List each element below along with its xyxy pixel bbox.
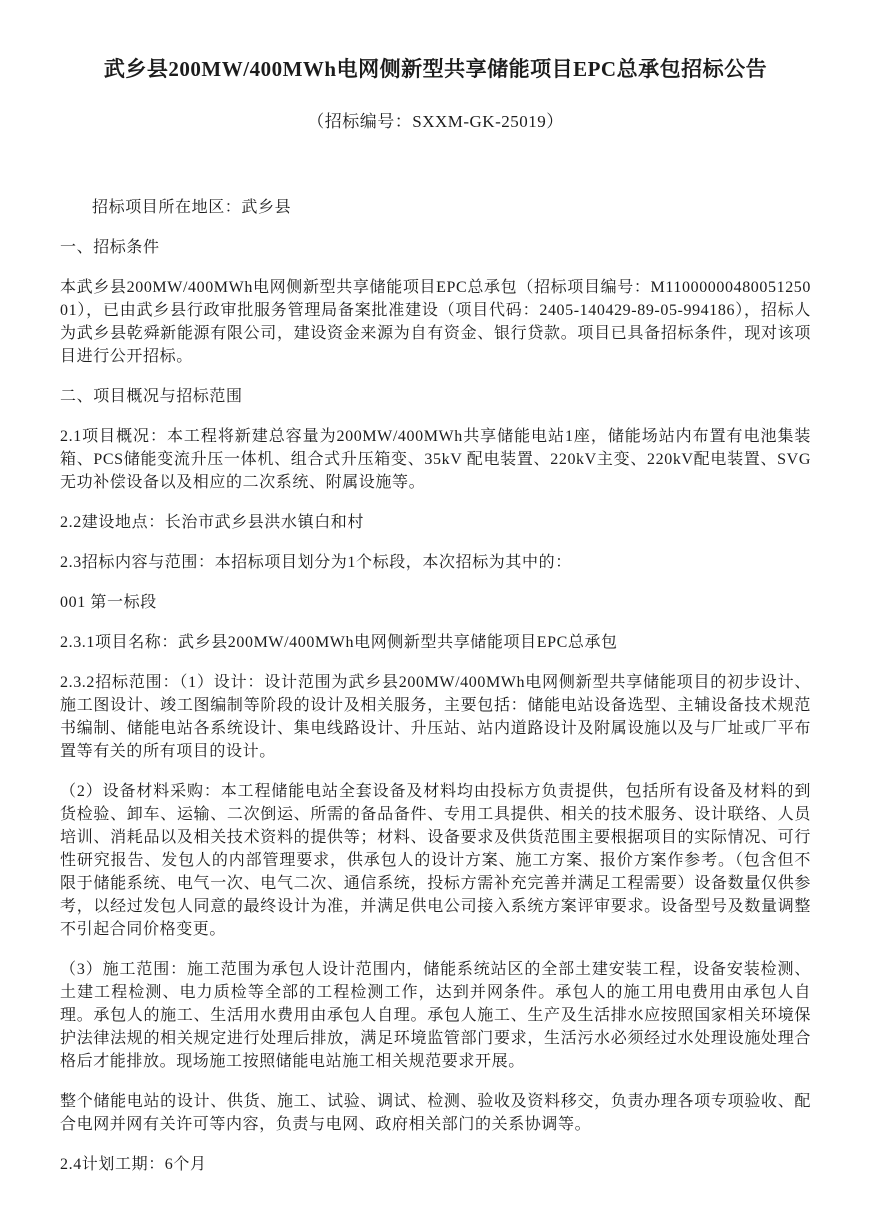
para-project-overview-2-1: 2.1项目概况：本工程将新建总容量为200MW/400MWh共享储能电站1座，储能场站内布置有电池集装箱、PCS储能变流升压一体机、组合式升压箱变、35kV 配电装置、220kV主变、220kV配电装置、SVG无功补偿设备以及相应的二次系统、附属设施等。 (60, 428, 811, 491)
document-body (60, 196, 811, 1176)
para-project-name-2-3-1: 2.3.1项目名称：武乡县200MW/400MWh电网侧新型共享储能项目EPC总承包 (60, 634, 618, 651)
para-planned-duration-2-4: 2.4计划工期：6个月 (60, 1156, 207, 1173)
para-overall-responsibilities: 整个储能电站的设计、供货、施工、试验、调试、检测、验收及资料移交，负责办理各项专项验收、配合电网并网有关许可等内容，负责与电网、政府相关部门的关系协调等。 (60, 1093, 811, 1133)
para-scope-intro-2-3: 2.3招标内容与范围：本招标项目划分为1个标段，本次招标为其中的： (60, 554, 572, 571)
section-1-heading: 一、招标条件 (60, 239, 160, 256)
para-location-2-2: 2.2建设地点：长治市武乡县洪水镇白和村 (60, 514, 365, 531)
section-2-heading: 二、项目概况与招标范围 (60, 388, 243, 405)
para-design-scope-2-3-2: 2.3.2招标范围：（1）设计：设计范围为武乡县200MW/400MWh电网侧新型共享储能项目的初步设计、施工图设计、竣工图编制等阶段的设计及相关服务，主要包括：储能电站设备选型、主辅设备技术规范书编制、储能电站各系统设计、集电线路设计、升压站、站内道路设计及附属设施以及与厂址或厂平布置等有关的所有项目的设计。 (60, 674, 811, 760)
tender-number-subtitle: （招标编号：SXXM-GK-25019） (307, 112, 564, 131)
para-construction-scope: （3）施工范围：施工范围为承包人设计范围内，储能系统站区的全部土建安装工程，设备安装检测、土建工程检测、电力质检等全部的工程检测工作，达到并网条件。承包人的施工用电费用由承包人自理。承包人的施工、生活用水费用由承包人自理。承包人施工、生产及生活排水应按照国家相关环境保护法律法规的相关规定进行处理后排放，满足环境监管部门要求，生活污水必须经过水处理设施处理合格后才能排放。现场施工按照储能电站施工相关规范要求开展。 (60, 961, 811, 1070)
para-equipment-procurement: （2）设备材料采购：本工程储能电站全套设备及材料均由投标方负责提供，包括所有设备及材料的到货检验、卸车、运输、二次倒运、所需的备品备件、专用工具提供、相关的技术服务、设计联络、人员培训、消耗品以及相关技术资料的提供等；材料、设备要求及供货范围主要根据项目的实际情况、可行性研究报告、发包人的内部管理要求，供承包人的设计方案、施工方案、报价方案作参考。（包含但不限于储能系统、电气一次、电气二次、通信系统，投标方需补充完善并满足工程需要）设备数量仅供参考，以经过发包人同意的最终设计为准，并满足供电公司接入系统方案评审要求。设备型号及数量调整不引起合同价格变更。 (60, 783, 811, 938)
para-lot-001: 001 第一标段 (60, 594, 157, 611)
document-title: 武乡县200MW/400MWh电网侧新型共享储能项目EPC总承包招标公告 (103, 57, 768, 81)
section-1-body: 本武乡县200MW/400MWh电网侧新型共享储能项目EPC总承包（招标项目编号：M1100000048005125001），已由武乡县行政审批服务管理局备案批准建设（项目代码：2405-140429-89-05-994186），招标人为武乡县乾舜新能源有限公司，建设资金来源为自有资金、银行贷款。项目已具备招标条件，现对该项目进行公开招标。 (60, 279, 811, 365)
region-line: 招标项目所在地区：武乡县 (92, 199, 292, 216)
